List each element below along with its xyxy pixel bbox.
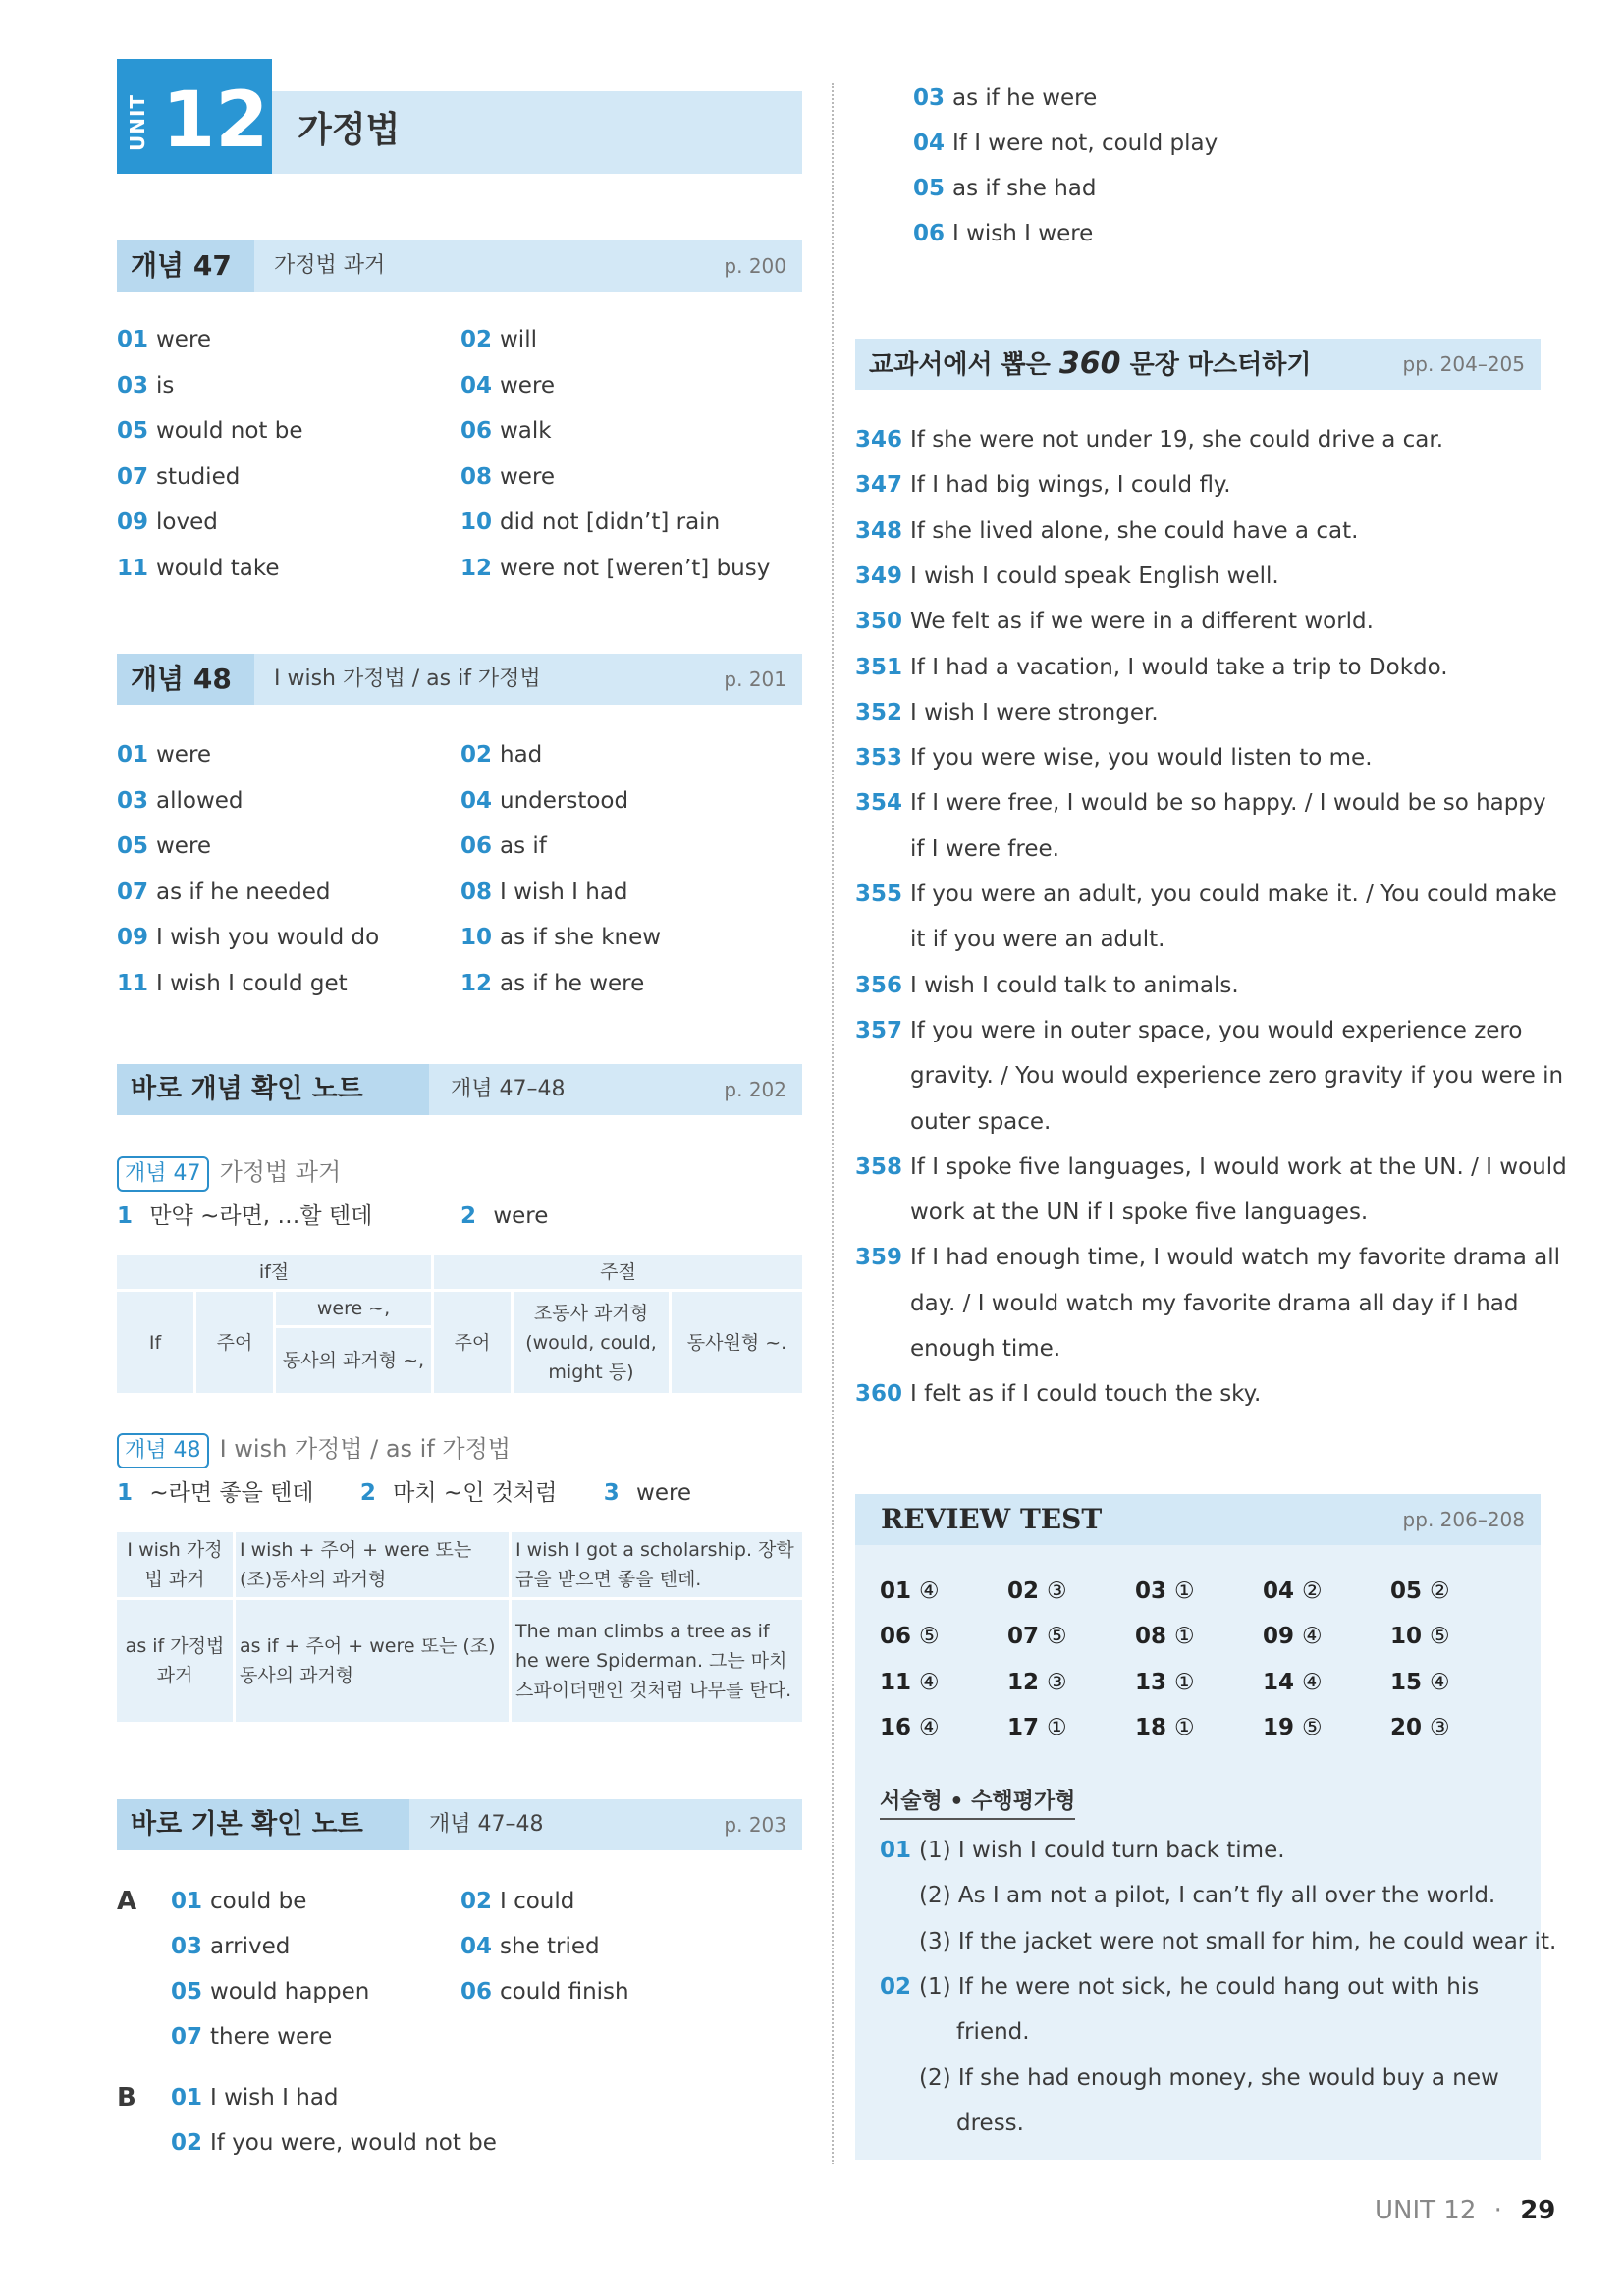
answer-item: 04 understood <box>460 787 629 814</box>
answer-item: 03 allowed <box>117 787 244 814</box>
essay-line: (3) If the jacket were not small for him, he could wear it. <box>919 1928 1557 1954</box>
answer-item: 11 would take <box>117 555 280 581</box>
essay-line: 01 (1) I wish I could turn back time. <box>880 1838 1285 1863</box>
unit-title: 가정법 <box>298 110 401 150</box>
review-answer: 16 ④ <box>880 1714 940 1740</box>
answer-item: 12 as if he were <box>460 970 645 996</box>
concept-tag: 개념 47 <box>117 240 254 292</box>
page-ref: p. 203 <box>724 1813 786 1837</box>
page-ref: pp. 204–205 <box>1402 352 1525 376</box>
answer-item: 07 studied <box>117 463 241 490</box>
column-divider <box>832 83 834 2164</box>
sentence-line: 351 If I had a vacation, I would take a trip to Dokdo. <box>855 654 1448 680</box>
answer-item: 01 were <box>117 327 212 352</box>
answer-item: 01 were <box>117 742 212 768</box>
review-answer: 09 ④ <box>1263 1624 1323 1650</box>
essay-line: friend. <box>956 2019 1030 2046</box>
review-answer: 18 ① <box>1135 1714 1195 1740</box>
review-answer: 08 ① <box>1135 1624 1195 1650</box>
answer-item: 07 there were <box>171 2024 333 2050</box>
sentence-line: work at the UN if I spoke five languages. <box>910 1200 1369 1226</box>
sentence-line: 348 If she lived alone, she could have a cat. <box>855 517 1359 544</box>
section-a-label: A <box>117 1887 137 1916</box>
sentence-line: 358 If I spoke five languages, I would work at the UN. / I would <box>855 1153 1567 1180</box>
page-ref: p. 201 <box>724 667 786 691</box>
concept-title: 가정법 과거 <box>219 1158 342 1186</box>
note-subtitle: 개념 47–48 <box>451 1077 566 1101</box>
concept-subtitle: 가정법 과거 <box>274 253 386 278</box>
sentence-line: 355 If you were an adult, you could make it. / You could make <box>855 881 1557 907</box>
answer-item: 03 is <box>117 372 175 399</box>
review-answer: 03 ① <box>1135 1578 1195 1604</box>
answer-item: 11 I wish I could get <box>117 970 348 996</box>
answer-item: 02 I could <box>460 1889 575 1914</box>
answer-item: 06 could finish <box>460 1979 629 2004</box>
answer-item: 02 If you were, would not be <box>171 2130 497 2156</box>
answer-item: 02 had <box>460 742 543 768</box>
sentence-line: 356 I wish I could talk to animals. <box>855 972 1239 998</box>
unit-word: UNIT <box>126 93 149 152</box>
sentence-line: 353 If you were wise, you would listen to me. <box>855 745 1373 772</box>
main-clause-head: 주절 <box>434 1255 802 1289</box>
note1-c48-answers: 1 ~라면 좋을 텐데 2 마치 ~인 것처럼 3 were <box>117 1480 692 1506</box>
wish-as-if-table: I wish 가정법 과거 I wish + 주어 + were 또는 (조)동사의 과거형 I wish I got a scholarship. 장학금을 받으면 좋을 텐데. as if 가정법 과거 as if + 주어 + were 또는 (조)동사의 과거형 The man climbs a tree as if he were Spiderman. 그는 마치 스파이더맨인 것처럼 나무를 탄다. <box>114 1529 805 1725</box>
review-answer: 10 ⑤ <box>1390 1624 1450 1650</box>
answer-item: 03 arrived <box>171 1934 291 1959</box>
concept-tag-box: 개념 48 <box>117 1433 209 1468</box>
review-answer: 19 ⑤ <box>1263 1714 1323 1740</box>
sentence-line: 360 I felt as if I could touch the sky. <box>855 1381 1262 1408</box>
page-ref: p. 202 <box>724 1078 786 1101</box>
review-answer: 12 ③ <box>1007 1669 1067 1695</box>
master-360-header <box>855 339 1541 390</box>
page-footer <box>1375 2191 1555 2230</box>
sentence-line: 359 If I had enough time, I would watch my favorite drama all <box>855 1245 1560 1271</box>
section-b-label: B <box>117 2083 136 2112</box>
review-answer: 17 ① <box>1007 1714 1067 1740</box>
note1-c47-q2: 2 were <box>460 1203 549 1229</box>
sentence-line: enough time. <box>910 1336 1061 1362</box>
answer-item: 04 If I were not, could play <box>913 131 1218 156</box>
review-answer: 01 ④ <box>880 1578 940 1604</box>
concept-subtitle: I wish 가정법 / as if 가정법 <box>274 667 541 691</box>
sentence-line: if I were free. <box>910 835 1059 862</box>
answer-item: 05 would happen <box>171 1979 370 2004</box>
basic-note-header <box>117 1799 802 1850</box>
essay-title: 서술형 • 수행평가형 <box>880 1787 1075 1820</box>
footer-unit: UNIT 12 <box>1375 2196 1477 2225</box>
footer-dot: · <box>1493 2196 1502 2225</box>
answer-item: 12 were not [weren’t] busy <box>460 555 771 581</box>
note1-c48-heading <box>117 1429 511 1468</box>
review-answer: 11 ④ <box>880 1669 940 1695</box>
answer-item: 06 walk <box>460 418 552 444</box>
review-answer: 06 ⑤ <box>880 1624 940 1650</box>
sentence-line: 349 I wish I could speak English well. <box>855 562 1279 589</box>
concept-tag-box: 개념 47 <box>117 1156 209 1192</box>
concept-note-header <box>117 1064 802 1115</box>
essay-line: 02 (1) If he were not sick, he could hang out with his <box>880 1973 1480 2000</box>
concept-48-header <box>117 654 802 705</box>
answer-item: 04 were <box>460 372 556 399</box>
concept-tag: 개념 48 <box>117 654 254 705</box>
review-answer: 05 ② <box>1390 1578 1450 1604</box>
sentence-line: 357 If you were in outer space, you would experience zero <box>855 1017 1523 1043</box>
essay-line: dress. <box>956 2109 1024 2136</box>
answer-item: 06 as if <box>460 833 547 859</box>
note-tag: 바로 기본 확인 노트 <box>117 1799 409 1850</box>
review-answer: 13 ① <box>1135 1669 1195 1695</box>
review-title: REVIEW TEST <box>881 1503 1103 1535</box>
sentence-line: it if you were an adult. <box>910 927 1165 953</box>
page-ref: p. 200 <box>724 254 786 278</box>
concept-47-header <box>117 240 802 292</box>
review-answer: 04 ② <box>1263 1578 1323 1604</box>
review-header <box>855 1494 1541 1545</box>
unit-number: 12 <box>162 77 269 165</box>
if-clause-table: if절 주절 If 주어 were ~, 주어 조동사 과거형 (would, could, might 등) 동사원형 ~. 동사의 과거형 ~, <box>114 1253 805 1396</box>
review-answer: 20 ③ <box>1390 1714 1450 1740</box>
sentence-line: outer space. <box>910 1108 1052 1135</box>
sentence-line: 350 We felt as if we were in a different world. <box>855 609 1374 635</box>
answer-item: 08 were <box>460 463 556 490</box>
concept-title: I wish 가정법 / as if 가정법 <box>219 1435 511 1463</box>
sentence-line: 352 I wish I were stronger. <box>855 699 1159 725</box>
sentence-line: 346 If she were not under 19, she could drive a car. <box>855 427 1444 453</box>
review-answer: 15 ④ <box>1390 1669 1450 1695</box>
sentence-line: day. / I would watch my favorite drama all day if I had <box>910 1290 1519 1316</box>
review-answer: 02 ③ <box>1007 1578 1067 1604</box>
sentence-line: 347 If I had big wings, I could fly. <box>855 472 1231 499</box>
answer-item: 08 I wish I had <box>460 879 628 905</box>
answer-item: 02 will <box>460 327 537 352</box>
essay-line: (2) As I am not a pilot, I can’t fly all over the world. <box>919 1883 1496 1909</box>
review-answer: 14 ④ <box>1263 1669 1323 1695</box>
essay-line: (2) If she had enough money, she would buy a new <box>919 2064 1499 2091</box>
review-answer: 07 ⑤ <box>1007 1624 1067 1650</box>
answer-item: 04 she tried <box>460 1934 600 1959</box>
answer-item: 01 could be <box>171 1889 307 1914</box>
note-subtitle: 개념 47–48 <box>429 1812 544 1837</box>
answer-item: 05 as if she had <box>913 176 1097 201</box>
master-title: 교과서에서 뽑은 360 문장 마스터하기 <box>869 347 1312 381</box>
answer-item: 09 loved <box>117 509 218 535</box>
sentence-line: 354 If I were free, I would be so happy. / I would be so happy <box>855 790 1546 817</box>
answer-item: 03 as if he were <box>913 85 1098 111</box>
answer-item: 01 I wish I had <box>171 2085 339 2110</box>
page-ref: pp. 206–208 <box>1402 1508 1525 1531</box>
note-tag: 바로 개념 확인 노트 <box>117 1064 429 1115</box>
answer-item: 06 I wish I were <box>913 221 1094 246</box>
note1-c47-heading <box>117 1152 341 1192</box>
answer-item: 09 I wish you would do <box>117 925 380 950</box>
answer-item: 05 were <box>117 833 212 859</box>
answer-item: 10 as if she knew <box>460 925 662 950</box>
note1-c47-q1: 1 만약 ~라면, …할 텐데 <box>117 1203 373 1229</box>
page-number: 29 <box>1520 2196 1556 2225</box>
answer-item: 05 would not be <box>117 418 303 444</box>
sentence-line: gravity. / You would experience zero gravity if you were in <box>910 1063 1564 1090</box>
answer-item: 10 did not [didn’t] rain <box>460 509 721 535</box>
answer-item: 07 as if he needed <box>117 879 331 905</box>
if-clause-head: if절 <box>117 1255 431 1289</box>
